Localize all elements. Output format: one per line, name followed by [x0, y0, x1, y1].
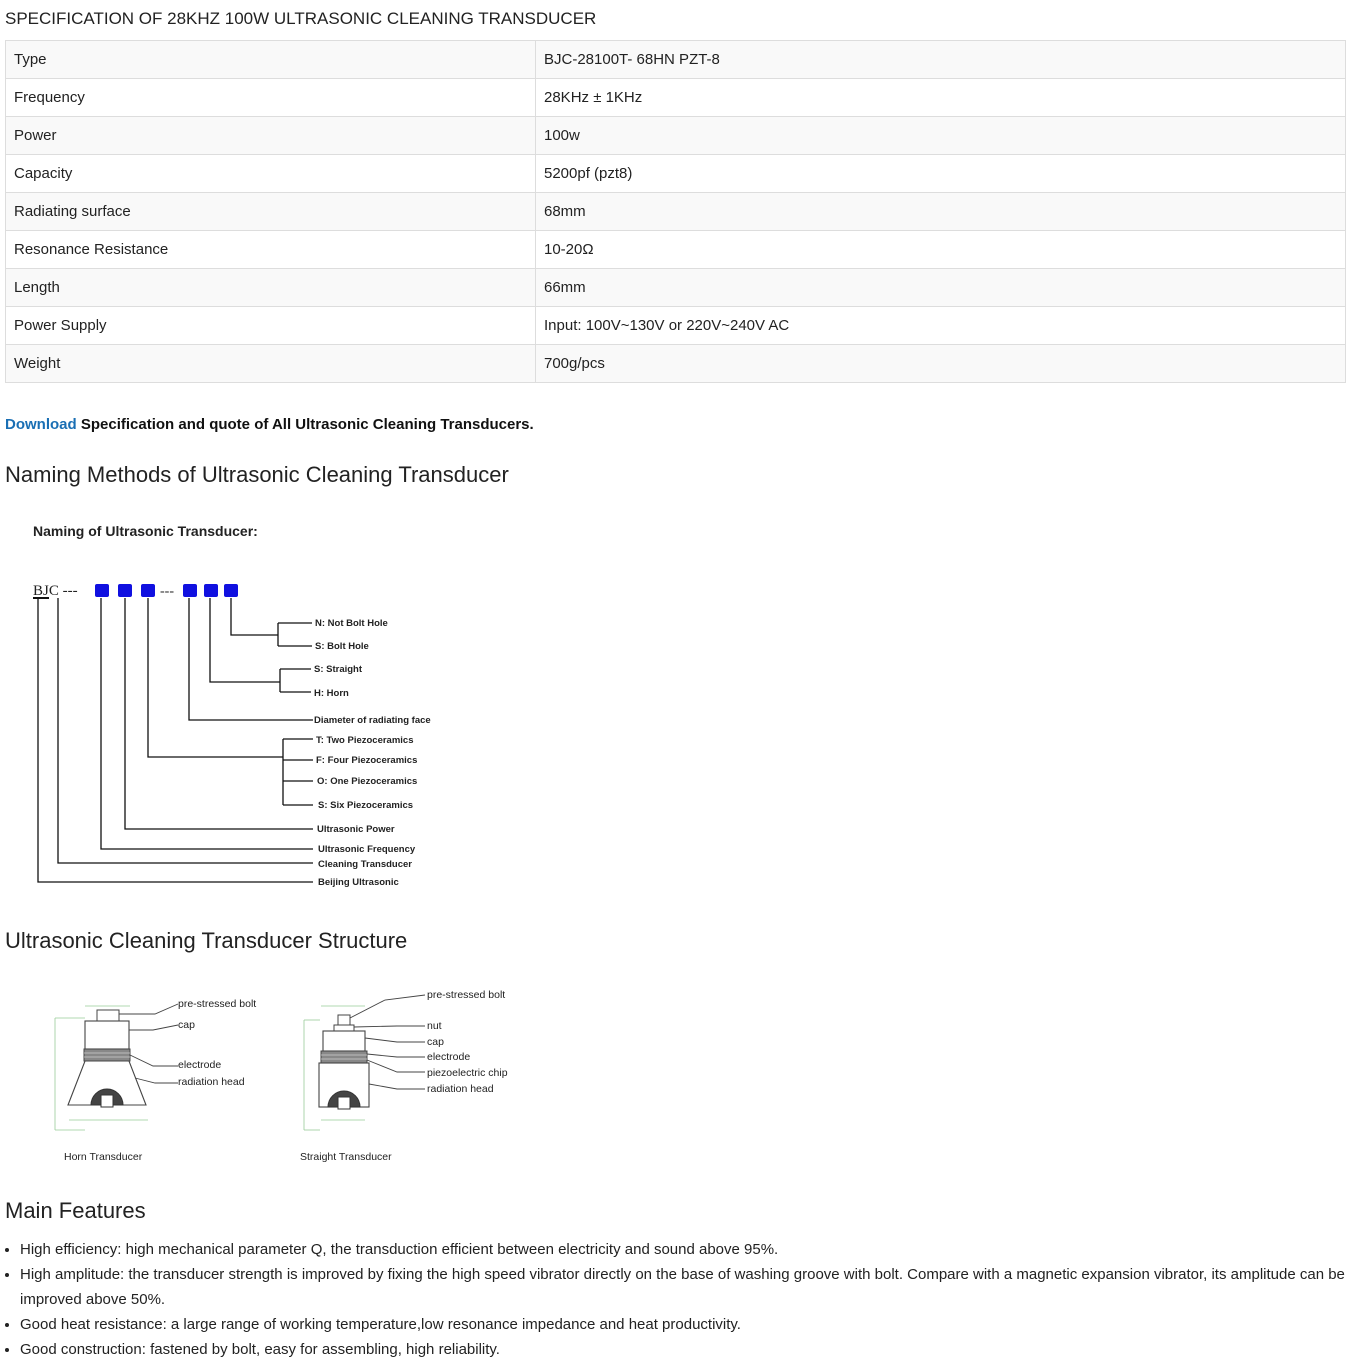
- list-item: • High efficiency: high mechanical parameter Q, the transduction efficient between electricity and sound above 95%.: [20, 1237, 1352, 1262]
- spec-label: Power: [6, 117, 536, 155]
- horn-transducer-drawing: [55, 1004, 178, 1130]
- spec-label: Capacity: [6, 155, 536, 193]
- spec-table: [5, 40, 1346, 383]
- horn-label-bolt: pre-stressed bolt: [178, 998, 257, 1010]
- spec-label: Radiating surface: [6, 193, 536, 231]
- naming-prefix: BJC ---: [33, 583, 78, 599]
- spec-value: 28KHz ± 1KHz: [536, 79, 1346, 117]
- spec-value: BJC-28100T- 68HN PZT-8: [536, 41, 1346, 79]
- straight-caption: Straight Transducer: [300, 1151, 392, 1163]
- spec-label: Type: [6, 41, 536, 79]
- list-item: • High amplitude: the transducer strength is improved by fixing the high speed vibrator directly on the base of washing groove with bolt. Compare with a magnetic expansion vibrator, its amplitude can be improved above 50%.: [20, 1262, 1352, 1312]
- code-box-piezo-count: [141, 584, 155, 597]
- code-box-power: [118, 584, 132, 597]
- code-box-diameter: [183, 584, 197, 597]
- horn-label-cap: cap: [178, 1019, 195, 1031]
- straight-label-nut: nut: [427, 1020, 442, 1032]
- straight-label-cap: cap: [427, 1036, 444, 1048]
- label-not-bolt-hole: N: Not Bolt Hole: [315, 618, 388, 629]
- straight-transducer-drawing: [304, 995, 425, 1130]
- table-row: [6, 193, 1346, 231]
- list-item: • Good construction: fastened by bolt, easy for assembling, high reliability.: [20, 1337, 1352, 1362]
- table-row: [6, 155, 1346, 193]
- naming-diagram: [5, 512, 445, 892]
- code-box-frequency: [95, 584, 109, 597]
- straight-label-radiation-head: radiation head: [427, 1083, 494, 1095]
- spec-value: 700g/pcs: [536, 345, 1346, 383]
- label-diameter: Diameter of radiating face: [314, 715, 431, 726]
- spec-value: 100w: [536, 117, 1346, 155]
- label-bolt-hole: S: Bolt Hole: [315, 641, 369, 652]
- label-cleaning-transducer: Cleaning Transducer: [318, 859, 412, 870]
- spec-value: 5200pf (pzt8): [536, 155, 1346, 193]
- naming-heading: Naming Methods of Ultrasonic Cleaning Transducer: [5, 462, 509, 487]
- table-row: [6, 345, 1346, 383]
- naming-separator: ---: [160, 584, 174, 599]
- spec-label: Frequency: [6, 79, 536, 117]
- label-four-piezo: F: Four Piezoceramics: [316, 755, 418, 766]
- label-ultrasonic-frequency: Ultrasonic Frequency: [318, 844, 416, 855]
- horn-label-electrode: electrode: [178, 1059, 222, 1071]
- straight-label-electrode: electrode: [427, 1051, 471, 1063]
- download-link[interactable]: Download: [5, 416, 77, 433]
- label-six-piezo: S: Six Piezoceramics: [318, 800, 414, 811]
- spec-label: Power Supply: [6, 307, 536, 345]
- label-ultrasonic-power: Ultrasonic Power: [317, 824, 395, 835]
- straight-label-bolt: pre-stressed bolt: [427, 989, 506, 1001]
- download-line: [5, 416, 534, 433]
- table-row: [6, 41, 1346, 79]
- label-two-piezo: T: Two Piezoceramics: [316, 735, 414, 746]
- spec-label: Length: [6, 269, 536, 307]
- table-row: [6, 117, 1346, 155]
- table-row: [6, 269, 1346, 307]
- spec-value: 10-20Ω: [536, 231, 1346, 269]
- spec-label: Weight: [6, 345, 536, 383]
- spec-title: SPECIFICATION OF 28KHZ 100W ULTRASONIC CLEANING TRANSDUCER: [5, 9, 597, 28]
- spec-value: 66mm: [536, 269, 1346, 307]
- label-horn: H: Horn: [314, 688, 349, 699]
- table-row: [6, 79, 1346, 117]
- horn-label-radiation-head: radiation head: [178, 1076, 245, 1088]
- structure-heading: Ultrasonic Cleaning Transducer Structure: [5, 928, 408, 953]
- download-text: Specification and quote of All Ultrasonic Cleaning Transducers.: [76, 416, 534, 433]
- features-heading: Main Features: [5, 1198, 146, 1223]
- label-straight: S: Straight: [314, 664, 363, 675]
- straight-label-piezo-chip: piezoelectric chip: [427, 1067, 508, 1079]
- spec-label: Resonance Resistance: [6, 231, 536, 269]
- naming-figure-title: Naming of Ultrasonic Transducer:: [33, 523, 258, 539]
- horn-caption: Horn Transducer: [64, 1151, 143, 1163]
- structure-diagram: [5, 980, 545, 1170]
- spec-value: 68mm: [536, 193, 1346, 231]
- label-beijing-ultrasonic: Beijing Ultrasonic: [318, 877, 399, 888]
- naming-lines: [38, 598, 313, 882]
- list-item: • Good heat resistance: a large range of working temperature,low resonance impedance and heat productivity.: [20, 1312, 1352, 1337]
- table-row: [6, 231, 1346, 269]
- spec-value: Input: 100V~130V or 220V~240V AC: [536, 307, 1346, 345]
- code-box-bolt-hole: [224, 584, 238, 597]
- code-box-shape: [204, 584, 218, 597]
- features-list: [5, 1237, 1352, 1362]
- label-one-piezo: O: One Piezoceramics: [317, 776, 418, 787]
- table-row: [6, 307, 1346, 345]
